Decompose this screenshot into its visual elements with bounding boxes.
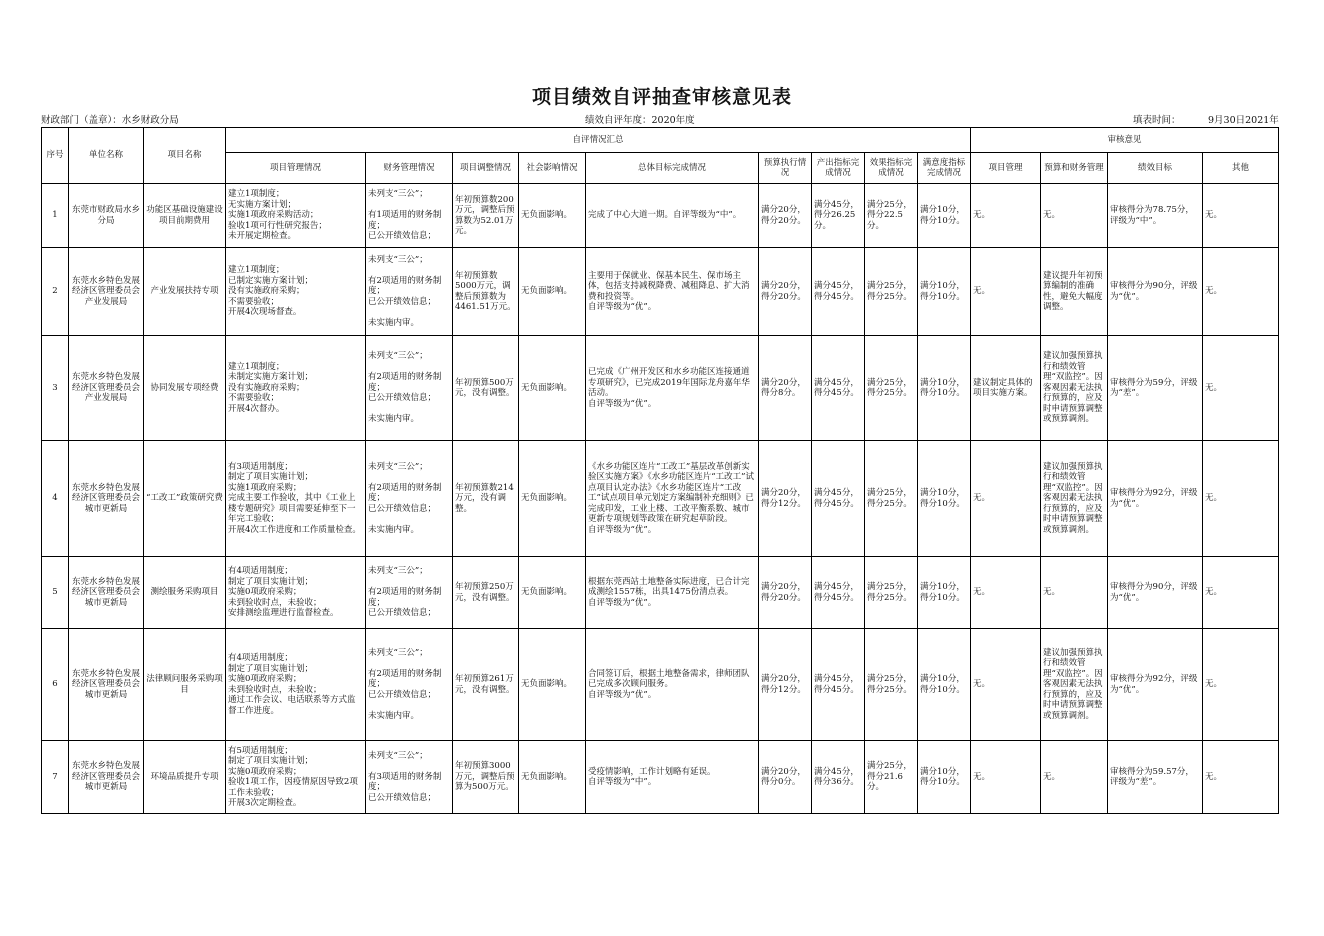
cell-review-other: 无。 xyxy=(1203,441,1279,557)
cell-output-indicator: 满分45分，得分45分。 xyxy=(812,441,865,557)
table-row xyxy=(42,336,1279,441)
cell-overall-goal-line: 自评等级为“优”。 xyxy=(588,398,657,409)
cell-social-impact: 无负面影响。 xyxy=(519,629,586,741)
review-table xyxy=(41,127,1279,814)
cell-financial-management-line xyxy=(368,362,450,373)
cell-review-goal: 审核得分为59分，评级为“差”。 xyxy=(1108,336,1203,441)
cell-budget-execution: 满分20分，得分12分。 xyxy=(759,441,812,557)
cell-project-management xyxy=(226,441,366,557)
cell-overall-goal xyxy=(586,248,759,336)
cell-seq: 7 xyxy=(42,741,69,814)
cell-financial-management-line: 有2项适用的财务制度； xyxy=(368,668,442,690)
cell-review-goal: 审核得分为90分，评级为“优”。 xyxy=(1108,557,1203,629)
cell-unit: 东莞水乡特色发展经济区管理委员会城市更新局 xyxy=(69,629,144,741)
cell-financial-management-line: 未实施内审。 xyxy=(368,710,420,721)
fill-time-label: 填表时间： xyxy=(1133,115,1181,126)
cell-overall-goal-line: 完成了中心大道一期。自评等级为“中”。 xyxy=(588,210,742,221)
cell-financial-management-line: 已公开绩效信息； xyxy=(368,296,437,307)
cell-overall-goal xyxy=(586,741,759,814)
cell-effect-indicator: 满分25分，得分25分。 xyxy=(865,441,918,557)
header-self-eval-group: 自评情况汇总 xyxy=(226,128,971,153)
cell-financial-management-line: 未列支“三公”； xyxy=(368,647,428,658)
cell-project-management xyxy=(226,741,366,814)
cell-adjustment: 年初预算数214万元，没有调整。 xyxy=(453,441,519,557)
header-review-goal: 绩效目标 xyxy=(1108,153,1203,184)
cell-review-financial: 无。 xyxy=(1041,184,1108,248)
cell-review-goal: 审核得分为78.75分，评级为“中”。 xyxy=(1108,184,1203,248)
cell-review-project-management: 无。 xyxy=(971,629,1041,741)
cell-project: 环境品质提升专项 xyxy=(144,741,226,814)
cell-review-project-management: 无。 xyxy=(971,184,1041,248)
cell-project-management-line: 制定了项目实施计划； xyxy=(228,576,314,587)
cell-seq: 5 xyxy=(42,557,69,629)
cell-overall-goal-line: 已完成《广州开发区和水乡功能区连接通道专项研究》，已完成2019年国际龙舟嘉年华活动。 xyxy=(588,367,750,398)
cell-overall-goal xyxy=(586,184,759,248)
cell-overall-goal xyxy=(586,336,759,441)
cell-project-management xyxy=(226,184,366,248)
header-seq: 序号 xyxy=(42,128,69,184)
cell-review-financial: 建议加强预算执行和绩效管理“双监控”。因客观因素无法执行预算的，应及时申请预算调整或预算调剂。 xyxy=(1041,441,1108,557)
cell-seq: 3 xyxy=(42,336,69,441)
cell-effect-indicator: 满分25分，得分21.6分。 xyxy=(865,741,918,814)
cell-review-other: 无。 xyxy=(1203,248,1279,336)
cell-project-management-line: 完成主要工作验收，其中《工业上楼专题研究》项目需要延伸至下一年完工验收； xyxy=(228,493,356,525)
cell-review-project-management: 建议制定具体的项目实施方案。 xyxy=(971,336,1041,441)
cell-project: “工改工”政策研究费 xyxy=(144,441,226,557)
cell-unit: 东莞水乡特色发展经济区管理委员会产业发展局 xyxy=(69,336,144,441)
cell-review-financial: 建议加强预算执行和绩效管理“双监控”。因客观因素无法执行预算的，应及时申请预算调整或预算调剂。 xyxy=(1041,629,1108,741)
cell-project-management-line: 建立1项制度； xyxy=(228,361,285,372)
cell-review-financial: 无。 xyxy=(1041,741,1108,814)
cell-social-impact: 无负面影响。 xyxy=(519,336,586,441)
cell-project-management-line: 开展4次工作进度和工作质量检查。 xyxy=(228,524,361,535)
cell-overall-goal xyxy=(586,557,759,629)
table-row xyxy=(42,557,1279,629)
cell-satisfaction-indicator: 满分10分，得分10分。 xyxy=(918,629,971,741)
cell-project-management-line: 实施0项政府采购； xyxy=(228,587,302,598)
cell-review-goal: 审核得分为59.57分，评级为“差”。 xyxy=(1108,741,1203,814)
cell-project-management-line: 开展3次定期检查。 xyxy=(228,798,302,808)
header-fm: 财务管理情况 xyxy=(366,153,453,184)
cell-financial-management-line: 已公开绩效信息； xyxy=(368,503,437,514)
cell-review-goal: 审核得分为92分，评级为“优”。 xyxy=(1108,629,1203,741)
cell-project-management-line: 有4项适用制度； xyxy=(228,566,293,577)
cell-financial-management-line: 已公开绩效信息； xyxy=(368,689,437,700)
cell-unit: 东莞市财政局水乡分局 xyxy=(69,184,144,248)
cell-financial-management-line: 未实施内审。 xyxy=(368,524,420,535)
header-goal: 总体目标完成情况 xyxy=(586,153,759,184)
cell-budget-execution: 满分20分，得分0分。 xyxy=(759,741,812,814)
department-label: 财政部门（盖章）：水乡财政分局 xyxy=(41,115,179,126)
cell-review-financial: 无。 xyxy=(1041,557,1108,629)
cell-financial-management-line: 未列支“三公”； xyxy=(368,189,428,200)
cell-project-management xyxy=(226,557,366,629)
cell-project-management-line: 不需要验收； xyxy=(228,393,280,404)
cell-financial-management-line: 未实施内审。 xyxy=(368,317,420,328)
header-output: 产出指标完成情况 xyxy=(812,153,865,184)
cell-project-management-line: 未到验收时点，未验收； xyxy=(228,597,322,608)
cell-review-other: 无。 xyxy=(1203,336,1279,441)
table-body xyxy=(42,184,1279,814)
cell-social-impact: 无负面影响。 xyxy=(519,184,586,248)
cell-financial-management-line xyxy=(368,472,450,483)
cell-financial-management-line: 未列支“三公”； xyxy=(368,254,428,265)
cell-review-project-management: 无。 xyxy=(971,248,1041,336)
cell-unit: 东莞水乡特色发展经济区管理委员会产业发展局 xyxy=(69,248,144,336)
cell-project-management-line: 未开展定期检查。 xyxy=(228,231,297,242)
cell-budget-execution: 满分20分，得分20分。 xyxy=(759,248,812,336)
cell-adjustment: 年初预算500万元，没有调整。 xyxy=(453,336,519,441)
cell-financial-management xyxy=(366,336,453,441)
cell-effect-indicator: 满分25分，得分22.5分。 xyxy=(865,184,918,248)
cell-project-management-line: 制定了项目实施计划； xyxy=(228,472,314,483)
cell-financial-management-line: 未列支“三公”； xyxy=(368,461,428,472)
cell-unit: 东莞水乡特色发展经济区管理委员会城市更新局 xyxy=(69,741,144,814)
header-social: 社会影响情况 xyxy=(519,153,586,184)
cell-social-impact: 无负面影响。 xyxy=(519,557,586,629)
table-row xyxy=(42,629,1279,741)
cell-overall-goal-line: 根据东莞西站土地整备实际进度，已合计完成测绘1557栋，出具1475份清点表。 xyxy=(588,576,750,598)
cell-budget-execution: 满分20分，得分12分。 xyxy=(759,629,812,741)
cell-budget-execution: 满分20分，得分20分。 xyxy=(759,557,812,629)
cell-project-management-line: 验收1项工作，因疫情原因导致2项工作未验收； xyxy=(228,777,358,798)
header-project: 项目名称 xyxy=(144,128,226,184)
table-row xyxy=(42,184,1279,248)
cell-financial-management-line xyxy=(368,658,450,669)
cell-satisfaction-indicator: 满分10分，得分10分。 xyxy=(918,441,971,557)
cell-review-financial: 建议提升年初预算编制的准确性，避免大幅度调整。 xyxy=(1041,248,1108,336)
cell-budget-execution: 满分20分，得分20分。 xyxy=(759,184,812,248)
cell-output-indicator: 满分45分，得分45分。 xyxy=(812,629,865,741)
cell-financial-management-line xyxy=(368,577,450,588)
cell-financial-management xyxy=(366,629,453,741)
header-adj: 项目调整情况 xyxy=(453,153,519,184)
cell-project-management xyxy=(226,248,366,336)
cell-financial-management-line: 有2项适用的财务制度； xyxy=(368,275,442,297)
cell-project-management-line: 有5项适用制度； xyxy=(228,745,293,756)
cell-satisfaction-indicator: 满分10分，得分10分。 xyxy=(918,248,971,336)
cell-social-impact: 无负面影响。 xyxy=(519,248,586,336)
cell-project-management-line: 无实施方案计划； xyxy=(228,199,297,210)
cell-adjustment: 年初预算数5000万元，调整后预算数为4461.51万元。 xyxy=(453,248,519,336)
cell-output-indicator: 满分45分，得分45分。 xyxy=(812,557,865,629)
cell-financial-management-line: 已公开绩效信息； xyxy=(368,231,437,242)
cell-project-management-line: 制定了项目实施计划； xyxy=(228,756,314,766)
cell-social-impact: 无负面影响。 xyxy=(519,441,586,557)
cell-project-management-line: 开展4次督办。 xyxy=(228,403,285,414)
cell-financial-management-line: 已公开绩效信息； xyxy=(368,792,437,803)
cell-output-indicator: 满分45分，得分36分。 xyxy=(812,741,865,814)
cell-budget-execution: 满分20分，得分8分。 xyxy=(759,336,812,441)
cell-review-other: 无。 xyxy=(1203,741,1279,814)
cell-effect-indicator: 满分25分，得分25分。 xyxy=(865,557,918,629)
cell-financial-management-line xyxy=(368,200,450,211)
cell-review-goal: 审核得分为92分，评级为“优”。 xyxy=(1108,441,1203,557)
cell-review-goal: 审核得分为90分，评级为“优”。 xyxy=(1108,248,1203,336)
cell-unit: 东莞水乡特色发展经济区管理委员会城市更新局 xyxy=(69,557,144,629)
cell-project-management-line: 没有实施政府采购； xyxy=(228,286,305,297)
cell-adjustment: 年初预算250万元，没有调整。 xyxy=(453,557,519,629)
header-pm: 项目管理情况 xyxy=(226,153,366,184)
header-review-group: 审核意见 xyxy=(971,128,1279,153)
cell-project-management-line: 实施0项政府采购； xyxy=(228,674,302,684)
cell-financial-management xyxy=(366,441,453,557)
cell-financial-management-line: 有1项适用的财务制度； xyxy=(368,210,442,231)
cell-overall-goal-line: 合同签订后，根据土地整备需求，律师团队已完成多次顾问服务。 xyxy=(588,668,750,690)
cell-effect-indicator: 满分25分，得分25分。 xyxy=(865,629,918,741)
cell-overall-goal-line: 自评等级为“优”。 xyxy=(588,524,657,535)
cell-seq: 4 xyxy=(42,441,69,557)
cell-project-management-line: 验收1项可行性研究报告； xyxy=(228,220,327,231)
cell-overall-goal-line: 《水乡功能区连片“工改工”基层改革创新实验区实施方案》《水乡功能区连片“工改工”试点项目认定办法》《水乡功能区连片“工改工”试点项目单元划定方案编制补充细则》已完成印发，工业上楼、工改平衡系数、城市更新专项规划等政策在研究起草阶段。 xyxy=(588,461,754,525)
cell-financial-management-line xyxy=(368,514,450,525)
cell-output-indicator: 满分45分，得分45分。 xyxy=(812,248,865,336)
cell-overall-goal-line: 主要用于保就业、保基本民生、保市场主体，包括支持减税降费、减租降息、扩大消费和投资等。 xyxy=(588,270,750,302)
cell-financial-management-line xyxy=(368,761,450,772)
cell-project-management-line: 已制定实施方案计划； xyxy=(228,275,314,286)
cell-project: 功能区基础设施建设项目前期费用 xyxy=(144,184,226,248)
cell-adjustment: 年初预算3000万元，调整后预算为500万元。 xyxy=(453,741,519,814)
header-effect: 效果指标完成情况 xyxy=(865,153,918,184)
cell-financial-management xyxy=(366,184,453,248)
cell-overall-goal xyxy=(586,629,759,741)
cell-satisfaction-indicator: 满分10分，得分10分。 xyxy=(918,336,971,441)
header-review-other: 其他 xyxy=(1203,153,1279,184)
cell-project-management-line: 未制定实施方案计划； xyxy=(228,372,314,383)
cell-financial-management-line: 已公开绩效信息； xyxy=(368,608,437,619)
cell-project: 法律顾问服务采购项目 xyxy=(144,629,226,741)
eval-year-label: 绩效自评年度：2020年度 xyxy=(585,115,695,126)
cell-financial-management xyxy=(366,557,453,629)
cell-review-other: 无。 xyxy=(1203,629,1279,741)
cell-adjustment: 年初预算261万元，没有调整。 xyxy=(453,629,519,741)
cell-review-project-management: 无。 xyxy=(971,557,1041,629)
cell-social-impact: 无负面影响。 xyxy=(519,741,586,814)
table-row xyxy=(42,248,1279,336)
cell-effect-indicator: 满分25分，得分25分。 xyxy=(865,336,918,441)
cell-overall-goal-line: 自评等级为“中”。 xyxy=(588,777,657,787)
cell-financial-management-line: 未列支“三公”； xyxy=(368,566,428,577)
header-review-fin: 预算和财务管理 xyxy=(1041,153,1108,184)
cell-financial-management xyxy=(366,248,453,336)
cell-project-management-line: 没有实施政府采购； xyxy=(228,382,305,393)
cell-project-management-line: 建立1项制度； xyxy=(228,265,285,276)
header-satis: 满意度指标完成情况 xyxy=(918,153,971,184)
cell-project-management-line: 未到验收时点，未验收； xyxy=(228,684,322,695)
cell-satisfaction-indicator: 满分10分，得分10分。 xyxy=(918,557,971,629)
cell-project-management-line: 安排测绘监理进行监督检查。 xyxy=(228,608,339,619)
cell-project-management-line: 通过工作会议、电话联系等方式监督工作进度。 xyxy=(228,695,356,716)
cell-financial-management-line: 未实施内审。 xyxy=(368,414,420,425)
cell-overall-goal xyxy=(586,441,759,557)
table-row xyxy=(42,441,1279,557)
cell-review-financial: 建议加强预算执行和绩效管理“双监控”。因客观因素无法执行预算的，应及时申请预算调整或预算调剂。 xyxy=(1041,336,1108,441)
cell-overall-goal-line: 自评等级为“优”。 xyxy=(588,597,657,608)
cell-financial-management-line: 有2项适用的财务制度； xyxy=(368,482,442,504)
cell-project: 协同发展专项经费 xyxy=(144,336,226,441)
cell-financial-management-line: 已公开绩效信息； xyxy=(368,393,437,404)
cell-overall-goal-line: 自评等级为“优”。 xyxy=(588,302,657,312)
cell-output-indicator: 满分45分，得分26.25分。 xyxy=(812,184,865,248)
cell-review-other: 无。 xyxy=(1203,557,1279,629)
cell-satisfaction-indicator: 满分10分，得分10分。 xyxy=(918,741,971,814)
cell-project-management-line: 有4项适用制度； xyxy=(228,653,293,663)
cell-seq: 2 xyxy=(42,248,69,336)
header-budget: 预算执行情况 xyxy=(759,153,812,184)
cell-satisfaction-indicator: 满分10分，得分10分。 xyxy=(918,184,971,248)
cell-project-management-line: 实施1项政府采购活动； xyxy=(228,210,319,221)
cell-review-project-management: 无。 xyxy=(971,441,1041,557)
table-row xyxy=(42,741,1279,814)
cell-project-management-line: 不需要验收； xyxy=(228,296,280,307)
cell-adjustment: 年初预算数200万元，调整后预算数为52.01万元。 xyxy=(453,184,519,248)
cell-project-management-line: 开展4次现场督查。 xyxy=(228,307,302,318)
cell-financial-management-line xyxy=(368,700,450,711)
cell-financial-management-line: 有2项适用的财务制度； xyxy=(368,587,442,608)
fill-time-value: 9月30日2021年 xyxy=(1208,115,1279,126)
cell-unit: 东莞水乡特色发展经济区管理委员会城市更新局 xyxy=(69,441,144,557)
cell-output-indicator: 满分45分，得分45分。 xyxy=(812,336,865,441)
cell-overall-goal-line: 自评等级为“优”。 xyxy=(588,689,657,700)
cell-project-management-line: 制定了项目实施计划； xyxy=(228,663,314,674)
cell-financial-management-line: 有2项适用的财务制度； xyxy=(368,372,442,393)
cell-financial-management-line xyxy=(368,404,450,415)
cell-seq: 1 xyxy=(42,184,69,248)
page-title: 项目绩效自评抽查审核意见表 xyxy=(531,86,792,108)
cell-project-management xyxy=(226,336,366,441)
cell-overall-goal-line: 受疫情影响，工作计划略有延误。 xyxy=(588,766,716,777)
cell-financial-management-line xyxy=(368,307,450,318)
header-unit: 单位名称 xyxy=(69,128,144,184)
cell-financial-management-line xyxy=(368,265,450,276)
cell-project: 产业发展扶持专项 xyxy=(144,248,226,336)
cell-seq: 6 xyxy=(42,629,69,741)
cell-financial-management-line: 未列支“三公”； xyxy=(368,351,428,362)
cell-financial-management xyxy=(366,741,453,814)
cell-project: 测绘服务采购项目 xyxy=(144,557,226,629)
header-review-pm: 项目管理 xyxy=(971,153,1041,184)
cell-project-management-line: 建立1项制度； xyxy=(228,189,285,200)
cell-review-other: 无。 xyxy=(1203,184,1279,248)
cell-financial-management-line: 未列支“三公”； xyxy=(368,750,428,761)
cell-project-management-line: 实施1项政府采购； xyxy=(228,482,302,493)
cell-effect-indicator: 满分25分，得分25分。 xyxy=(865,248,918,336)
cell-project-management-line: 实施0项政府采购； xyxy=(228,766,302,777)
cell-project-management-line: 有3项适用制度； xyxy=(228,461,293,472)
cell-financial-management-line: 有3项适用的财务制度； xyxy=(368,771,442,793)
cell-project-management xyxy=(226,629,366,741)
cell-review-project-management: 无。 xyxy=(971,741,1041,814)
